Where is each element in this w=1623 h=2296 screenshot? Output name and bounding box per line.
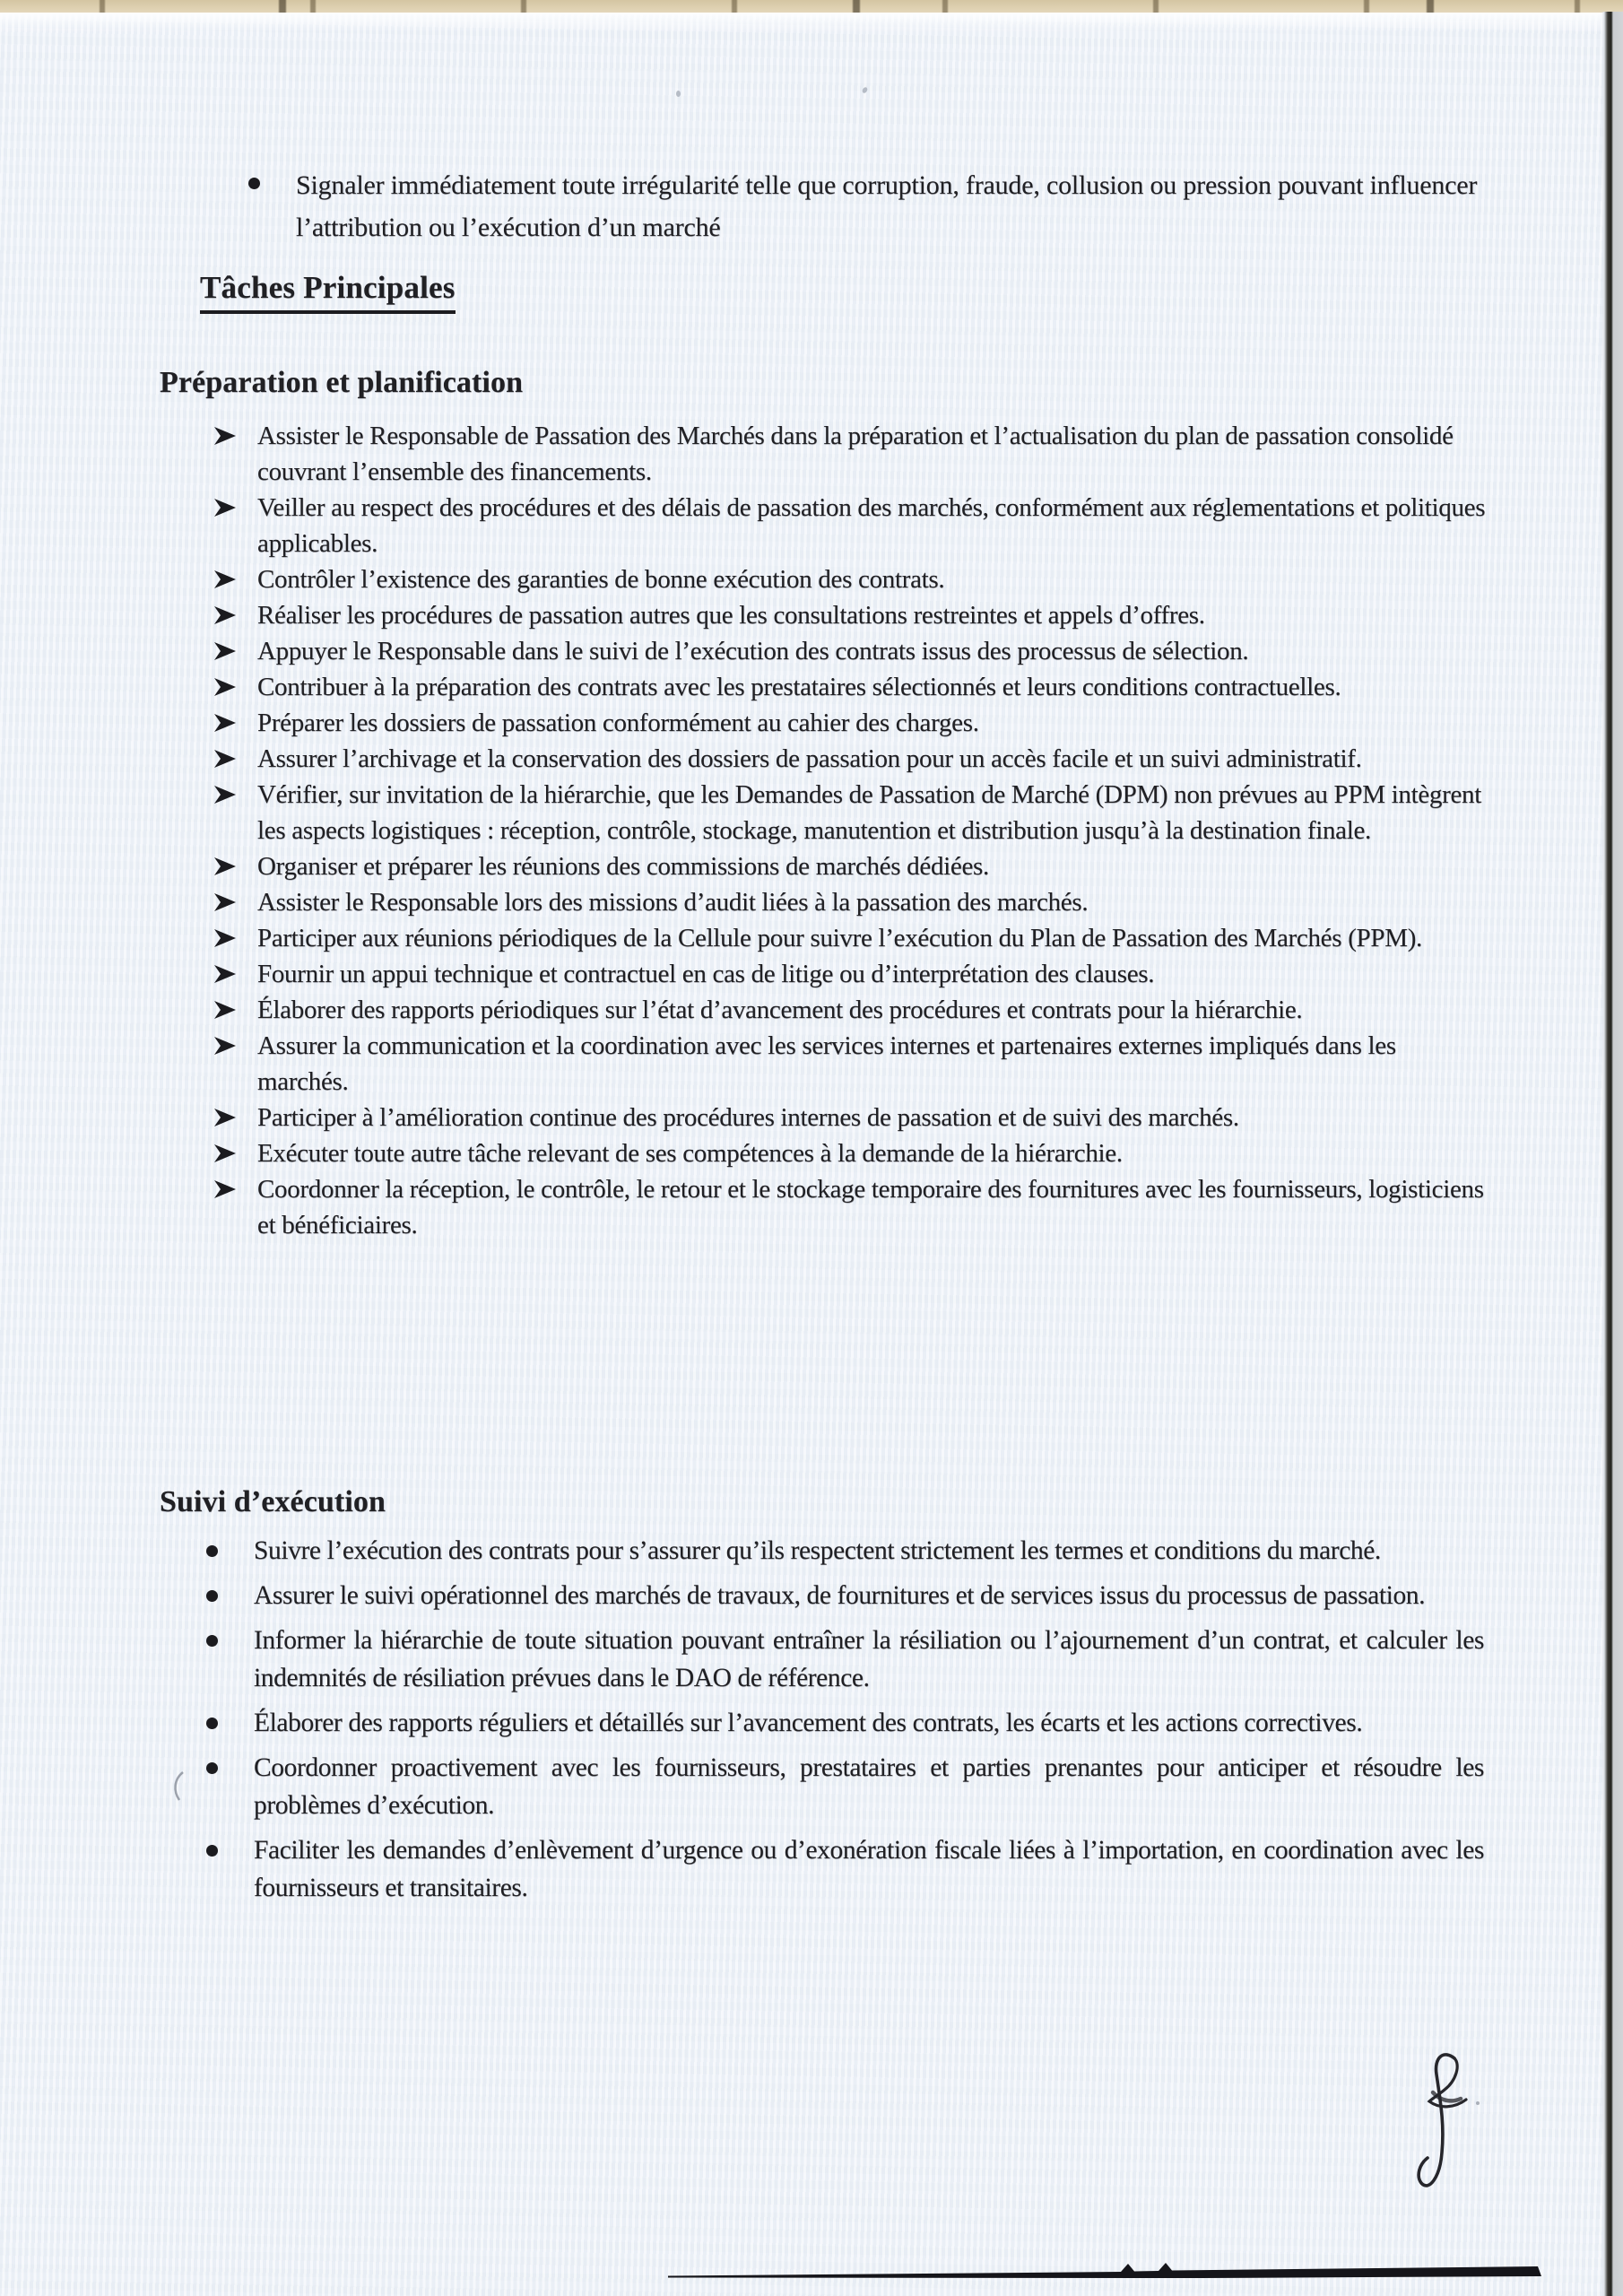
document-title: Tâches Principales	[200, 268, 456, 314]
scan-speck	[676, 91, 681, 97]
arrow-bullet-icon	[213, 749, 238, 769]
task-item	[257, 1135, 1488, 1171]
pen-underline-mark	[664, 2258, 1551, 2285]
arrow-bullet-icon	[213, 1036, 238, 1056]
task-item-text: Préparer les dossiers de passation conformément au cahier des charges.	[257, 709, 979, 737]
handwritten-mark	[1399, 2049, 1488, 2206]
task-item-text: Exécuter toute autre tâche relevant de ses compétences à la demande de la hiérarchie.	[257, 1139, 1123, 1168]
task-item	[257, 777, 1488, 848]
scanner-edge-strip	[0, 0, 1623, 13]
task-item	[257, 920, 1488, 956]
arrow-bullet-icon	[213, 677, 238, 697]
task-item	[257, 1100, 1488, 1135]
task-item-text: Coordonner la réception, le contrôle, le retour et le stockage temporaire des fournitures avec les fournisseurs, logisticiens et bénéficiaires.	[257, 1175, 1484, 1239]
task-item	[257, 992, 1488, 1028]
arrow-bullet-icon	[213, 641, 238, 661]
task-item	[257, 848, 1488, 884]
task-item	[257, 490, 1488, 561]
task-item	[254, 1577, 1484, 1614]
scan-speck	[862, 86, 869, 94]
task-item-text: Assister le Responsable lors des missions d’audit liées à la passation des marchés.	[257, 888, 1089, 917]
task-item-text: Contrôler l’existence des garanties de bonne exécution des contrats.	[257, 565, 945, 594]
task-item-text: Faciliter les demandes d’enlèvement d’urgence ou d’exonération fiscale liées à l’importation, en coordination avec les fournisseurs et transitaires.	[254, 1836, 1484, 1902]
dot-bullet-icon	[248, 178, 260, 189]
dot-bullet-icon	[206, 1845, 218, 1857]
task-item-text: Assister le Responsable de Passation des Marchés dans la préparation et l’actualisation du plan de passation consolidé couvrant l’ensemble des financements.	[257, 422, 1454, 486]
arrow-bullet-icon	[213, 857, 238, 876]
task-item	[257, 884, 1488, 920]
task-item	[257, 741, 1488, 777]
task-item-text: Participer à l’amélioration continue des procédures internes de passation et de suivi des marchés.	[257, 1103, 1239, 1132]
task-item	[257, 705, 1488, 741]
page-edge-shadow	[1601, 12, 1623, 2296]
task-item-text: Vérifier, sur invitation de la hiérarchie, que les Demandes de Passation de Marché (DPM) non prévues au PPM intègrent les aspects logistiques : réception, contrôle, stockage, manutention et distribution jusqu’à la destination finale.	[257, 780, 1482, 845]
dot-bullet-icon	[206, 1718, 218, 1729]
task-item-text: Contribuer à la préparation des contrats avec les prestataires sélectionnés et leurs conditions contractuelles.	[257, 673, 1341, 701]
task-item-text: Coordonner proactivement avec les fournisseurs, prestataires et parties prenantes pour anticiper et résoudre les problèmes d’exécution.	[254, 1753, 1484, 1820]
task-item	[254, 1704, 1484, 1742]
arrow-bullet-icon	[213, 785, 238, 804]
task-item	[257, 561, 1488, 597]
task-item	[254, 1532, 1484, 1570]
task-item-text: Assurer la communication et la coordination avec les services internes et partenaires externes impliqués dans les marchés.	[257, 1031, 1396, 1096]
task-item-text: Fournir un appui technique et contractuel en cas de litige ou d’interprétation des clauses.	[257, 960, 1155, 988]
task-item	[254, 1831, 1484, 1907]
task-item-text: Assurer l’archivage et la conservation des dossiers de passation pour un accès facile et un suivi administratif.	[257, 744, 1362, 773]
task-item-text: Veiller au respect des procédures et des délais de passation des marchés, conformément aux réglementations et politiques applicables.	[257, 493, 1486, 558]
arrow-bullet-icon	[213, 964, 238, 984]
preparation-task-list	[257, 418, 1488, 1243]
intro-item-text: Signaler immédiatement toute irrégularité telle que corruption, fraude, collusion ou pression pouvant influencer l’attribution ou l’exécution d’un marché	[296, 170, 1478, 242]
task-item-text: Organiser et préparer les réunions des commissions de marchés dédiées.	[257, 852, 989, 881]
task-item	[257, 597, 1488, 633]
arrow-bullet-icon	[213, 605, 238, 625]
dot-bullet-icon	[206, 1762, 218, 1774]
task-item	[257, 1171, 1488, 1243]
task-item	[257, 633, 1488, 669]
dot-bullet-icon	[206, 1545, 218, 1557]
arrow-bullet-icon	[213, 570, 238, 589]
dot-bullet-icon	[206, 1635, 218, 1647]
task-item-text: Participer aux réunions périodiques de la Cellule pour suivre l’exécution du Plan de Passation des Marchés (PPM).	[257, 924, 1422, 952]
suivi-task-list	[254, 1532, 1484, 1914]
task-item-text: Assurer le suivi opérationnel des marchés de travaux, de fournitures et de services issus du processus de passation.	[254, 1581, 1426, 1610]
task-item	[257, 669, 1488, 705]
task-item	[257, 1028, 1488, 1100]
arrow-bullet-icon	[213, 928, 238, 948]
arrow-bullet-icon	[213, 1000, 238, 1020]
arrow-bullet-icon	[213, 426, 238, 446]
paper-top-highlight	[0, 13, 1623, 32]
dot-bullet-icon	[206, 1590, 218, 1602]
task-item-text: Informer la hiérarchie de toute situation pouvant entraîner la résiliation ou l’ajournement d’un contrat, et calculer les indemnités de résiliation prévues dans le DAO de référence.	[254, 1626, 1484, 1692]
section-heading-suivi: Suivi d’exécution	[160, 1485, 386, 1518]
arrow-bullet-icon	[213, 1179, 238, 1199]
task-item	[257, 418, 1488, 490]
arrow-bullet-icon	[213, 892, 238, 912]
arrow-bullet-icon	[213, 498, 238, 517]
arrow-bullet-icon	[213, 1144, 238, 1163]
task-item	[254, 1749, 1484, 1824]
arrow-bullet-icon	[213, 713, 238, 733]
task-item-text: Élaborer des rapports périodiques sur l’état d’avancement des procédures et contrats pour la hiérarchie.	[257, 996, 1303, 1024]
pen-mark-parenthesis	[169, 1770, 188, 1804]
list-item	[296, 164, 1478, 248]
section-heading-preparation: Préparation et planification	[160, 366, 524, 399]
task-item-text: Réaliser les procédures de passation autres que les consultations restreintes et appels d’offres.	[257, 601, 1205, 630]
task-item	[254, 1622, 1484, 1697]
task-item-text: Appuyer le Responsable dans le suivi de l’exécution des contrats issus des processus de sélection.	[257, 637, 1249, 665]
task-item-text: Élaborer des rapports réguliers et détaillés sur l’avancement des contrats, les écarts et les actions correctives.	[254, 1709, 1363, 1737]
task-item-text: Suivre l’exécution des contrats pour s’assurer qu’ils respectent strictement les termes et conditions du marché.	[254, 1536, 1381, 1565]
arrow-bullet-icon	[213, 1108, 238, 1127]
task-item	[257, 956, 1488, 992]
intro-bullet-list	[296, 164, 1478, 248]
